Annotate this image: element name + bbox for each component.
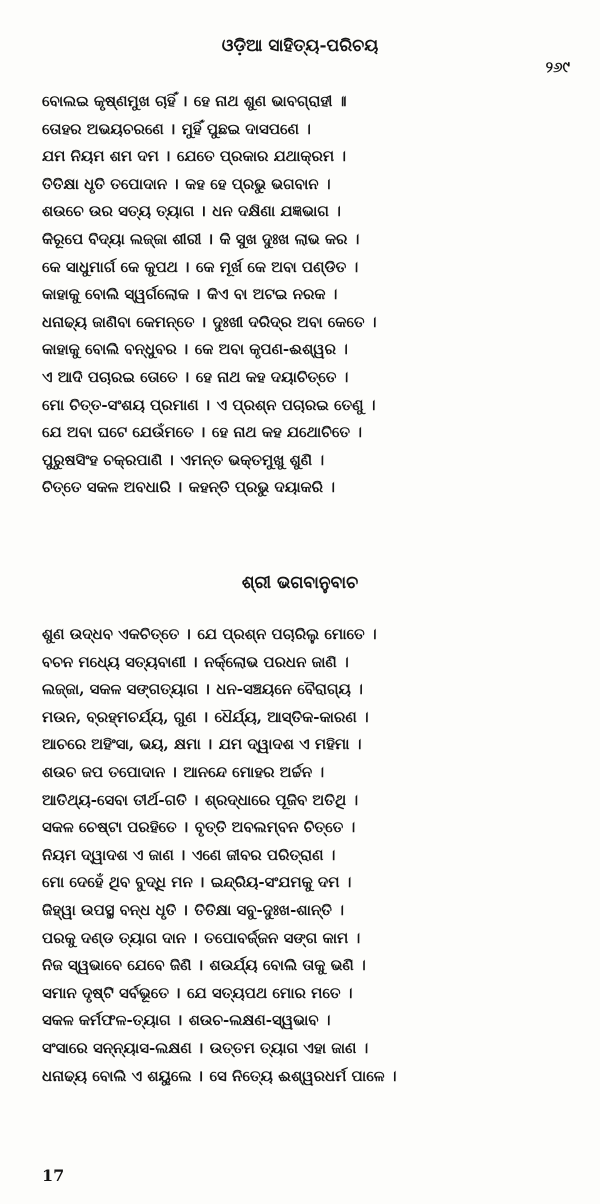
verse-line [42,842,562,870]
verse-separator: । [206,735,213,754]
verse-first-half: ପରକୁ ଦଣ୍ଡ ତ୍ୟାଗ ଦାନ [42,928,187,947]
verse-line [42,1063,562,1091]
verse-separator: । [192,652,198,671]
verse-line [42,336,562,364]
verse-second-half: ତିତିକ୍ଷା ସବୁ-ଦୁଃଖ-ଶାନ୍ତି । [194,900,344,919]
verse-first-half: ଶଉଚେ ଉର ସତ୍ୟ ତ୍ୟାଗ [42,202,195,221]
verse-second-half: ଇନ୍ଦ୍ରିୟ-ସଂଯମକୁ ଦମ । [210,873,352,892]
verse-separator: । [204,395,211,414]
verse-line [42,116,562,144]
verse-line [42,88,562,116]
verse-second-half: ହେ ନାଥ ଶୁଣ ଭାବଗ୍ରାହୀ ॥ [193,92,347,110]
verse-first-half: ତୋହର ଅଭୟଚରଣେ [42,119,164,138]
verse-first-half: ସଂସାରେ ସନ୍ନ୍ୟାସ-ଲକ୍ଷଣ [42,1038,192,1057]
verse-separator: । [197,1066,204,1085]
verse-separator: । [165,147,171,166]
verse-line [42,731,562,759]
verse-second-half: କହନ୍ତି ପ୍ରଭୁ ଦୟାକରି । [188,478,335,497]
verse-first-half: ପୁରୁଷସିଂହ ଚକ୍ରପାଣି [42,450,163,469]
verse-separator: । [173,174,179,193]
verse-separator: । [171,762,178,781]
verse-separator: । [169,119,176,138]
verse-first-half: କିରୂପେ ବିଦ୍ୟା ଲଜ୍ଜା ଶୀରୀ [42,229,202,248]
verse-separator: । [207,229,214,248]
verse-line [42,869,562,897]
verse-line [42,925,562,953]
verse-second-half: କହ ହେ ପ୍ରଭୁ ଭଗବାନ । [185,174,331,193]
verse-second-half: ନର୍କ୍ଲୋଭ ପରଧନ ଜାଣି । [204,652,349,671]
verse-second-half: ଆନନ୍ଦେ ମୋହର ଅର୍ଚ୍ଚନ । [183,762,325,781]
verse-first-half: ଧନାଢ୍ୟ ଜାଣିବା କେମନ୍ତେ [42,312,195,331]
verse-separator: । [197,1038,204,1057]
verse-block-first [42,88,562,502]
verse-line [42,704,562,732]
verse-first-half: ମୋ ଦେହେଁ ଥିବ ବୁଦ୍ଧି ମନ [42,873,193,892]
verse-block-second [42,621,562,1090]
verse-line [42,897,562,925]
verse-separator: । [182,340,189,359]
verse-first-half: ନିଜ ସ୍ୱଭାବେ ଯେବେ ଜିଣି [42,956,192,975]
verse-second-half: ମୁହିଁ ପୁଛଇ ଦାସପଣେ । [181,119,311,138]
verse-line [42,474,562,502]
verse-separator: । [202,707,209,726]
verse-second-half: ଶଉର୍ଯ୍ୟ ବୋଲି ତାକୁ ଭଣି । [209,956,366,975]
verse-first-half: ତିତିକ୍ଷା ଧୃତି ତପୋଦାନ [42,174,168,193]
verse-line [42,1035,562,1063]
verse-separator: । [179,845,186,864]
verse-second-half: ଶଉଚ-ଲକ୍ଷଣ-ସ୍ୱଭାବ । [188,1011,331,1030]
verse-first-half: ଆଚରେ ଅହିଂସା, ଭୟ, କ୍ଷମା [42,735,201,754]
verse-line [42,621,562,649]
verse-second-half: ଦୁଃଖୀ ଦରିଦ୍ର ଅବା କେତେ । [212,312,377,331]
verse-line [42,143,562,171]
verse-first-half: ସକଳ ଚେଷ୍ଟା ପରହିତେ [42,818,177,837]
verse-first-half: ଯେ ଅବା ଘଟେ ଯେଉଁମତେ [42,423,194,442]
verse-first-half: ଚିତ୍ତେ ସକଳ ଅବଧାରି [42,478,171,497]
verse-separator: । [200,202,207,221]
verse-line [42,980,562,1008]
verse-second-half: ଯମ ଦ୍ୱାଦଶ ଏ ମହିମା । [218,735,362,754]
verse-separator: । [185,625,192,643]
verse-separator: । [199,873,205,892]
verse-first-half: ଜିହ୍ୱା ଉପସ୍ଥ ବନ୍ଧ ଧୃତି [42,900,177,919]
verse-second-half: ଏଣେ ଜୀବର ପରିତ୍ରାଣ । [191,845,336,864]
verse-line [42,676,562,704]
verse-first-half: ସକଳ କର୍ମଫଳ-ତ୍ୟାଗ [42,1011,171,1030]
verse-second-half: କେ ମୂର୍ଖ କେ ଅବା ପଣ୍ଡିତ । [195,257,359,276]
verse-separator: । [184,257,190,276]
verse-line [42,254,562,282]
verse-second-half: ଶ୍ରଦ୍ଧାରେ ପୂଜିବ ଅତିଥି । [204,790,359,809]
verse-line [42,419,562,447]
verse-second-half: କି ସୁଖ ଦୁଃଖ ଲାଭ କର । [219,229,360,248]
verse-separator: । [181,92,188,110]
verse-first-half: ବଚନ ମଧ୍ୟେ ସତ୍ୟବାଣୀ [42,652,187,671]
verse-separator: । [175,983,181,1002]
verse-first-half: ନିୟମ ଦ୍ୱାଦଶ ଏ ଜାଣ [42,845,174,864]
verse-second-half: ବୃତ୍ତି ଅବଲମ୍ବନ ଚିତ୍ତେ । [194,818,356,837]
verse-separator: । [204,680,211,699]
verse-second-half: ଏମନ୍ତ ଭକ୍ତମୁଖୁ ଶୁଣି । [180,450,325,469]
verse-first-half: କାହାକୁ ବୋଲି ସ୍ୱର୍ଗଲୋକ [42,285,189,304]
verse-second-half: ଯେତେ ପ୍ରକାର ଯଥାକ୍ରମ । [176,147,347,166]
verse-first-half: ବୋଲଇ କୃଷ୍ଣମୁଖ ଚାହିଁ [42,92,176,110]
verse-separator: । [200,423,206,442]
verse-line [42,364,562,392]
verse-first-half: ଆତିଥ୍ୟ-ସେବା ତୀର୍ଥ-ଗତି [42,790,187,809]
verse-first-half: ଲଜ୍ଜା, ସକଳ ସଙ୍ଗତ୍ୟାଗ [42,680,199,699]
verse-separator: । [197,956,204,975]
running-head: ଓଡ଼ିଆ ସାହିତ୍ୟ-ପରିଚୟ [221,36,379,56]
verse-second-half: ତପୋବର୍ଜ୍ଜନ ସଙ୍ଗ କାମ । [204,928,361,947]
verse-separator: । [176,1011,183,1030]
verse-second-half: ସେ ନିତ୍ୟେ ଈଶ୍ୱରଧର୍ମ ପାଳେ । [209,1066,397,1085]
verse-line [42,759,562,787]
verse-line [42,649,562,677]
verse-line [42,309,562,337]
verse-second-half: ଯେ ସତ୍ୟପଥ ମୋର ମତେ । [187,983,353,1002]
verse-first-half: ମୋ ଚିତ୍ତ-ସଂଶୟ ପ୍ରମାଣ [42,395,199,414]
page-number-top: ୨୬୯ [545,58,570,76]
verse-second-half: କେ ଅବା କୃପଣ-ଈଶ୍ୱର । [194,340,348,359]
verse-line [42,1007,562,1035]
verse-second-half: ଧନ-ସଞ୍ଚୟନେ ବୈରାଗ୍ୟ । [216,680,363,699]
page-folio: 17 [42,1166,65,1185]
verse-first-half: ଏ ଆଦି ପଚାରଇ ତୋତେ [42,367,178,386]
verse-separator: । [200,312,207,331]
verse-line [42,171,562,199]
verse-first-half: ମଉନ, ବ୍ରହ୍ମଚର୍ଯ୍ୟ, ଗୁଣ [42,707,197,726]
verse-second-half: ଉତ୍ତମ ତ୍ୟାଗ ଏହା ଜାଣ । [209,1038,369,1057]
verse-separator: । [182,818,189,837]
verse-separator: । [176,478,183,497]
verse-separator: । [193,790,199,809]
verse-first-half: ସମାନ ଦୃଷ୍ଟି ସର୍ବଭୂତେ [42,983,170,1002]
verse-line [42,198,562,226]
verse-line [42,392,562,420]
verse-second-half: କିଏ ବା ଅଟଇ ନରକ । [206,285,338,304]
verse-second-half: ହେ ନାଥ କହ ଦୟାଚିତ୍ତେ । [195,367,349,386]
verse-separator: । [168,450,175,469]
verse-line [42,226,562,254]
verse-first-half: କେ ସାଧୁମାର୍ଗ କେ କୁପଥ [42,257,178,276]
verse-line [42,952,562,980]
verse-separator: । [192,928,199,947]
section-heading: ଶ୍ରୀ ଭଗବାନୁବାଚ [241,573,359,593]
verse-second-half: ହେ ନାଥ କହ ଯଥୋଚିତେ । [211,423,363,442]
verse-first-half: ଶଉଚ ଜପ ତପୋଦାନ [42,762,166,781]
verse-second-half: ଧନ ଦକ୍ଷିଣା ଯଜ୍ଞଭାଗ । [212,202,341,221]
verse-line [42,447,562,475]
verse-line [42,787,562,815]
verse-first-half: ଯମ ନିୟମ ଶମ ଦମ [42,147,159,166]
verse-separator: । [195,285,201,304]
verse-separator: । [182,900,189,919]
verse-first-half: ଧନାଢ୍ୟ ବୋଲି ଏ ଶୟୁଲେ [42,1066,192,1085]
verse-separator: । [183,367,190,386]
verse-first-half: ଶୁଣ ଉଦ୍ଧବ ଏକଚିତ୍ତେ [42,625,180,643]
verse-second-half: ଏ ପ୍ରଶ୍ନ ପଚାରଇ ତେଣୁ । [216,395,376,414]
verse-second-half: ଯେ ପ୍ରଶ୍ନ ପଚାରିଲୁ ମୋତେ । [197,625,377,643]
verse-first-half: କାହାକୁ ବୋଲି ବନ୍ଧୁବର [42,340,177,359]
verse-line [42,814,562,842]
verse-line [42,281,562,309]
verse-second-half: ଧୈର୍ଯ୍ୟ, ଆସ୍ତିକ-କାରଣ । [214,707,369,726]
